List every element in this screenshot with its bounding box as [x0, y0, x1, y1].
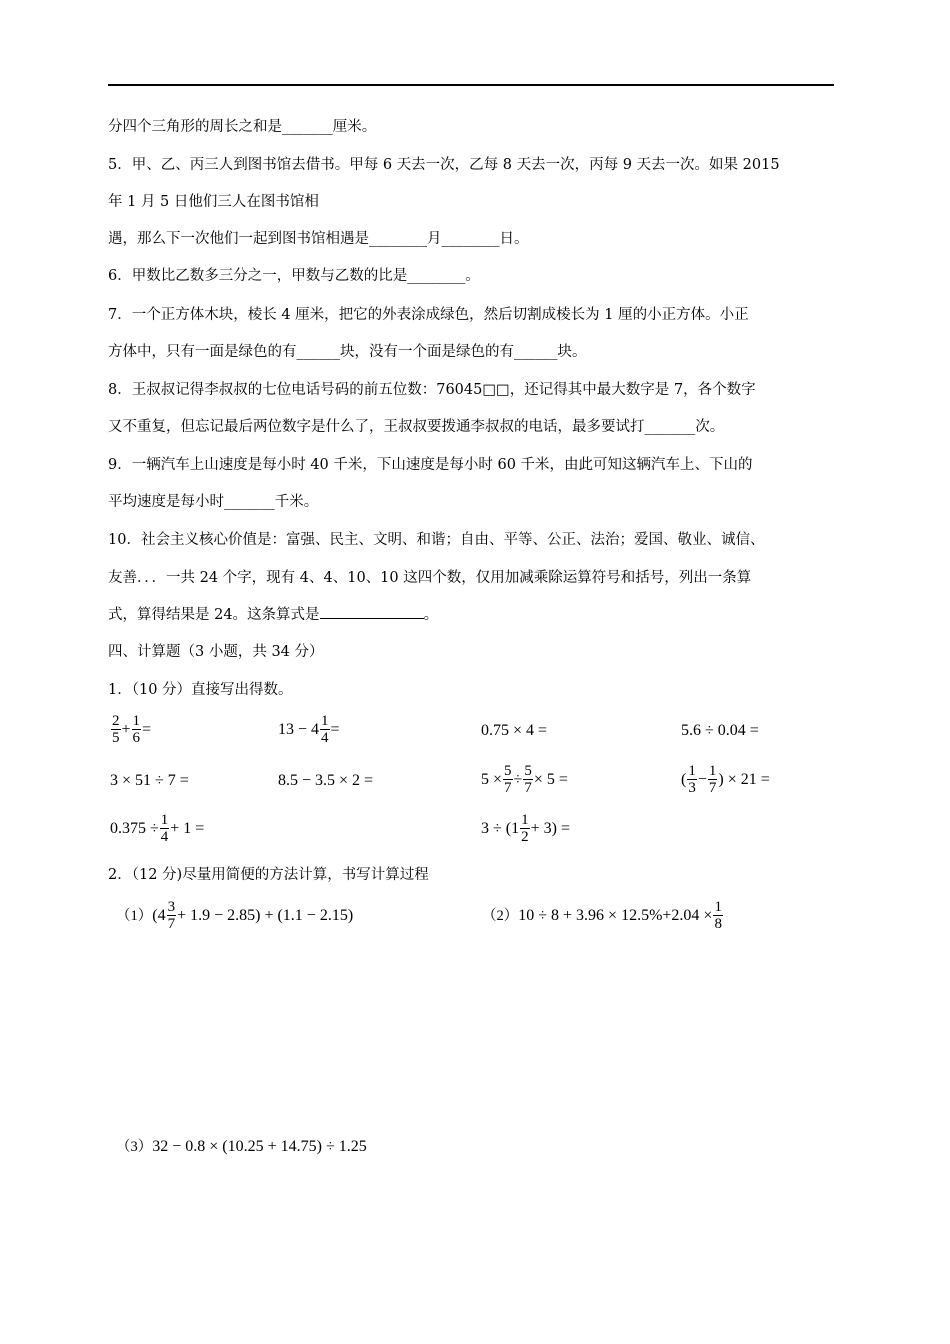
q10-line-3-text: 式，算得结果是 24。这条算式是 — [108, 607, 320, 623]
q4-continuation: 分四个三角形的周长之和是_______厘米。 — [108, 119, 377, 135]
fraction: $\frac{1}{6}$ — [132, 713, 141, 746]
expr-2: 13 − 4 $\frac{1}{4}$ = — [278, 713, 340, 746]
q10-line-3-end: 。 — [423, 607, 439, 623]
calc-1-heading: 1．（10 分）直接写出得数。 — [108, 682, 293, 698]
q10-line-3 — [108, 605, 438, 625]
q6: 6．甲数比乙数多三分之一，甲数与乙数的比是________。 — [108, 268, 480, 284]
expr-9: 0.375 ÷ $\frac{1}{4}$ + 1 = — [110, 812, 205, 845]
fraction: $\frac{1}{2}$ — [521, 812, 529, 845]
q7-line-2: 方体中，只有一面是绿色的有______块，没有一个面是绿色的有______块。 — [108, 344, 587, 360]
section-4-heading: 四、计算题（3 小题，共 34 分） — [108, 644, 324, 660]
fraction: $\frac{1}{8}$ — [714, 899, 722, 932]
fraction: $\frac{1}{4}$ — [321, 713, 329, 746]
calc-2-heading: 2．（12 分)尽量用简便的方法计算，书写计算过程 — [108, 867, 429, 883]
problem-3: （3）32 − 0.8 × (10.25 + 14.75) ÷ 1.25 — [116, 1138, 367, 1156]
q8-line-2: 又不重复，但忘记最后两位数字是什么了，王叔叔要拨通李叔叔的电话，最多要试打_______次。 — [108, 419, 725, 435]
fraction: $\frac{5}{7}$ — [524, 763, 532, 796]
fraction: $\frac{1}{3}$ — [688, 763, 696, 796]
fraction: $\frac{5}{7}$ — [504, 763, 512, 796]
q5-line-2: 年 1 月 5 日他们三人在图书馆相 — [108, 194, 319, 210]
q9-line-2: 平均速度是每小时_______千米。 — [108, 494, 319, 510]
expr-3: 0.75 × 4 = — [481, 722, 548, 739]
q5-line-1: 5．甲、乙、丙三人到图书馆去借书。甲每 6 天去一次，乙每 8 天去一次，丙每 9 天去一次。如果 2015 — [108, 157, 780, 173]
expr-1: $\frac{2}{5}$ + $\frac{1}{6}$ = — [112, 713, 152, 746]
header-rule — [108, 84, 834, 86]
expr-7: 5 × $\frac{5}{7}$ ÷ $\frac{5}{7}$ × 5 = — [481, 763, 568, 796]
fraction: $\frac{1}{7}$ — [708, 763, 717, 796]
expr-5: 3 × 51 ÷ 7 = — [110, 772, 189, 789]
q9-line-1: 9．一辆汽车上山速度是每小时 40 千米，下山速度是每小时 60 千米，由此可知这辆汽车上、下山的 — [108, 457, 753, 473]
expr-10: 3 ÷ (1 $\frac{1}{2}$ + 3) = — [481, 812, 570, 845]
q10-line-2: 友善．．．一共 24 个字，现有 4、4、10、10 这四个数，仅用加减乘除运算符号和括号，列出一条算 — [108, 570, 752, 586]
expr-8: ( $\frac{1}{3}$ − $\frac{1}{7}$ ) × 21 = — [681, 763, 770, 796]
q10-line-1: 10．社会主义核心价值是：富强、民主、文明、和谐；自由、平等、公正、法治；爱国、敬业、诚信、 — [108, 532, 765, 548]
q5-line-3: 遇，那么下一次他们一起到图书馆相遇是________月________日。 — [108, 231, 529, 247]
q8-line-1: 8．王叔叔记得李叔叔的七位电话号码的前五位数：76045□□，还记得其中最大数字是 7，各个数字 — [108, 382, 756, 398]
answer-blank — [320, 606, 424, 619]
fraction: $\frac{3}{7}$ — [167, 899, 176, 932]
q7-line-1: 7．一个正方体木块，棱长 4 厘米，把它的外表涂成绿色，然后切割成棱长为 1 厘的小正方体。小正 — [108, 307, 749, 323]
expr-6: 8.5 − 3.5 × 2 = — [278, 772, 374, 789]
problem-1: （1）(4 $\frac{3}{7}$ + 1.9 − 2.85) + (1.1 − 2.15) — [116, 899, 354, 932]
fraction: $\frac{1}{4}$ — [160, 812, 169, 845]
fraction: $\frac{2}{5}$ — [112, 713, 120, 746]
expr-4: 5.6 ÷ 0.04 = — [681, 722, 759, 739]
problem-2: （2）10 ÷ 8 + 3.96 × 12.5%+2.04 × $\frac{1}{8}$ — [482, 899, 722, 932]
